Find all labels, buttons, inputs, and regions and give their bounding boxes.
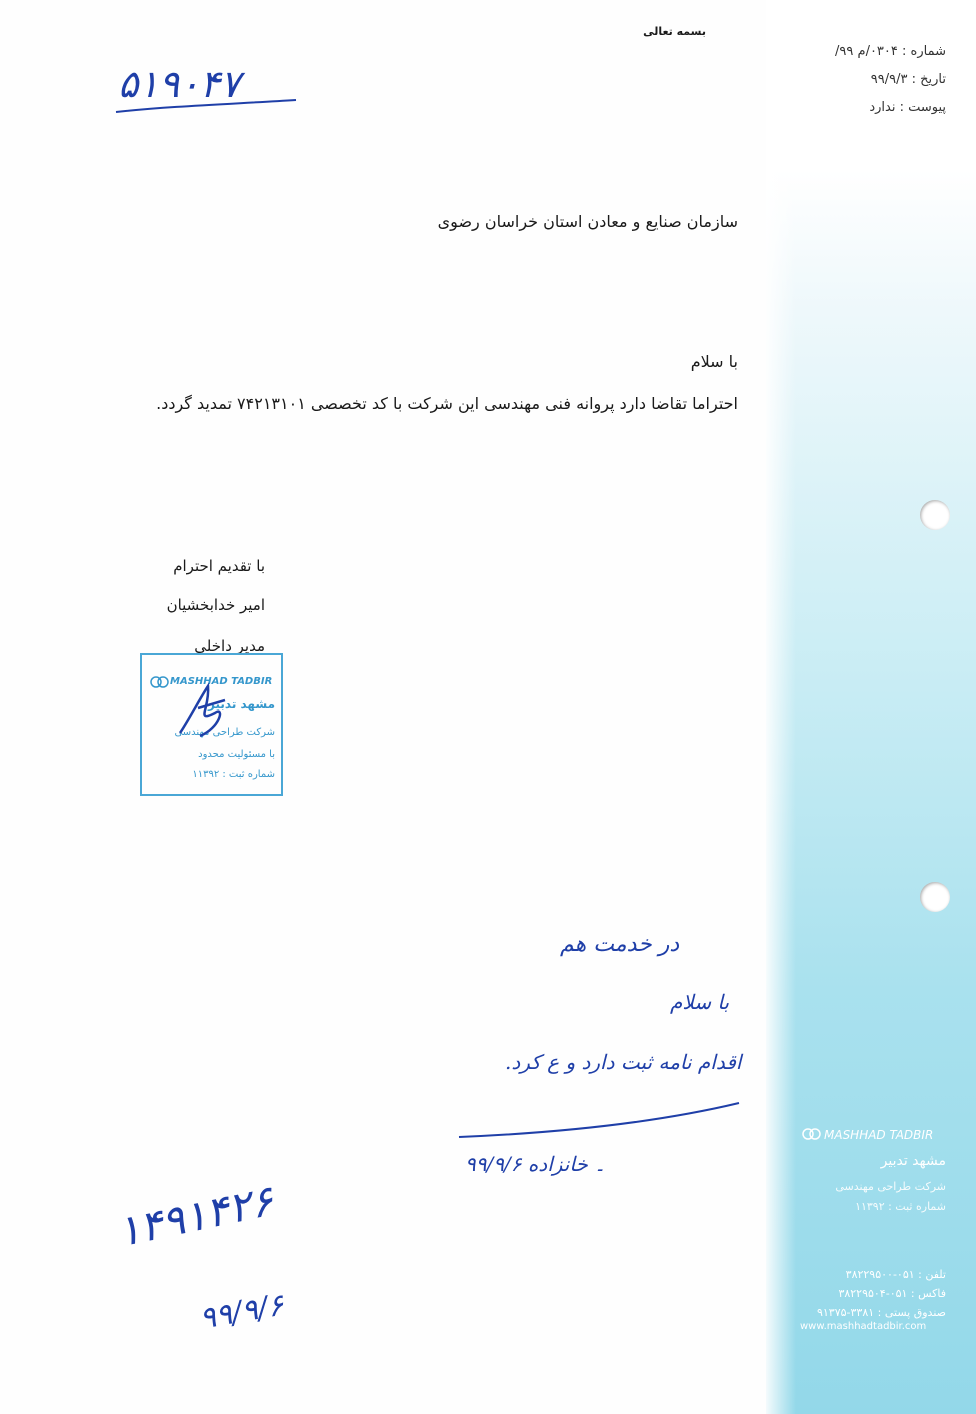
sidebar-company-type: شرکت طراحی مهندسی [835, 1180, 946, 1193]
greeting: با سلام [690, 352, 738, 371]
stamp-name: مشهد تدبیر [208, 697, 275, 711]
handwritten-note-line-1: در خدمت هم [560, 932, 680, 957]
recipient: سازمان صنایع و معادن استان خراسان رضوی [437, 212, 738, 231]
sidebar-company-name: مشهد تدبیر [880, 1153, 946, 1169]
sidebar-website: www.mashhadtadbir.com [800, 1321, 927, 1332]
handwritten-note-line-3: اقدام نامه ثبت دارد و ع کرد. [505, 1050, 742, 1074]
signer-title: مدیر داخلی [194, 637, 265, 655]
sidebar-pobox: صندوق پستی : ۳۳۸۱-۹۱۳۷۵ [816, 1306, 946, 1319]
letter-body: احتراما تقاضا دارد پروانه فنی مهندسی این شرکت با کد تخصصی ۷۴۲۱۳۱۰۱ تمدید گردد. [156, 394, 738, 413]
stamp-line-3: شماره ثبت : ۱۱۳۹۲ [192, 769, 275, 780]
closing-phrase: با تقدیم احترام [173, 557, 265, 575]
punch-hole-top [920, 500, 950, 530]
stamp-brand: MASHHAD TADBIR [170, 676, 273, 687]
sidebar-phone: تلفن : ۰۵۱-۳۸۲۲۹۵۰۰ [845, 1268, 946, 1281]
signer-name: امیر خدابخشیان [166, 596, 265, 614]
handwritten-underline [112, 96, 302, 120]
sidebar-brand: MASHHAD TADBIR [824, 1128, 934, 1142]
handwritten-reference-number: ۵۱۹۰۴۷ [118, 62, 241, 106]
handwritten-note-date: ۹۹/۹/۶ ۔ خانزاده [465, 1152, 606, 1176]
letter-number: شماره : ۰۳۰۴/م ۹۹/ [835, 44, 946, 59]
letter-attachment: پیوست : ندارد [869, 100, 946, 115]
handwritten-bottom-date: ۹۹/۹/۶ [196, 1287, 287, 1337]
punch-hole-bottom [920, 882, 950, 912]
signature [170, 678, 240, 748]
letter-date: تاریخ : ۹۹/۹/۳ [870, 72, 946, 87]
stamp-line-1: شرکت طراحی مهندسی [174, 727, 275, 738]
stamp-line-2: با مسئولیت محدود [198, 749, 275, 760]
handwritten-bottom-number: ۱۴۹۱۴۲۶ [112, 1175, 278, 1257]
sidebar-fax: فاکس : ۰۵۱-۳۸۲۲۹۵۰۴ [838, 1287, 946, 1300]
handwritten-note-line-2: با سلام [670, 990, 730, 1014]
handwritten-note-underline [455, 1095, 745, 1145]
letter-meta [770, 38, 946, 122]
sidebar-registration: شماره ثبت : ۱۱۳۹۲ [855, 1200, 946, 1213]
bismillah: بسمه تعالی [643, 25, 706, 38]
